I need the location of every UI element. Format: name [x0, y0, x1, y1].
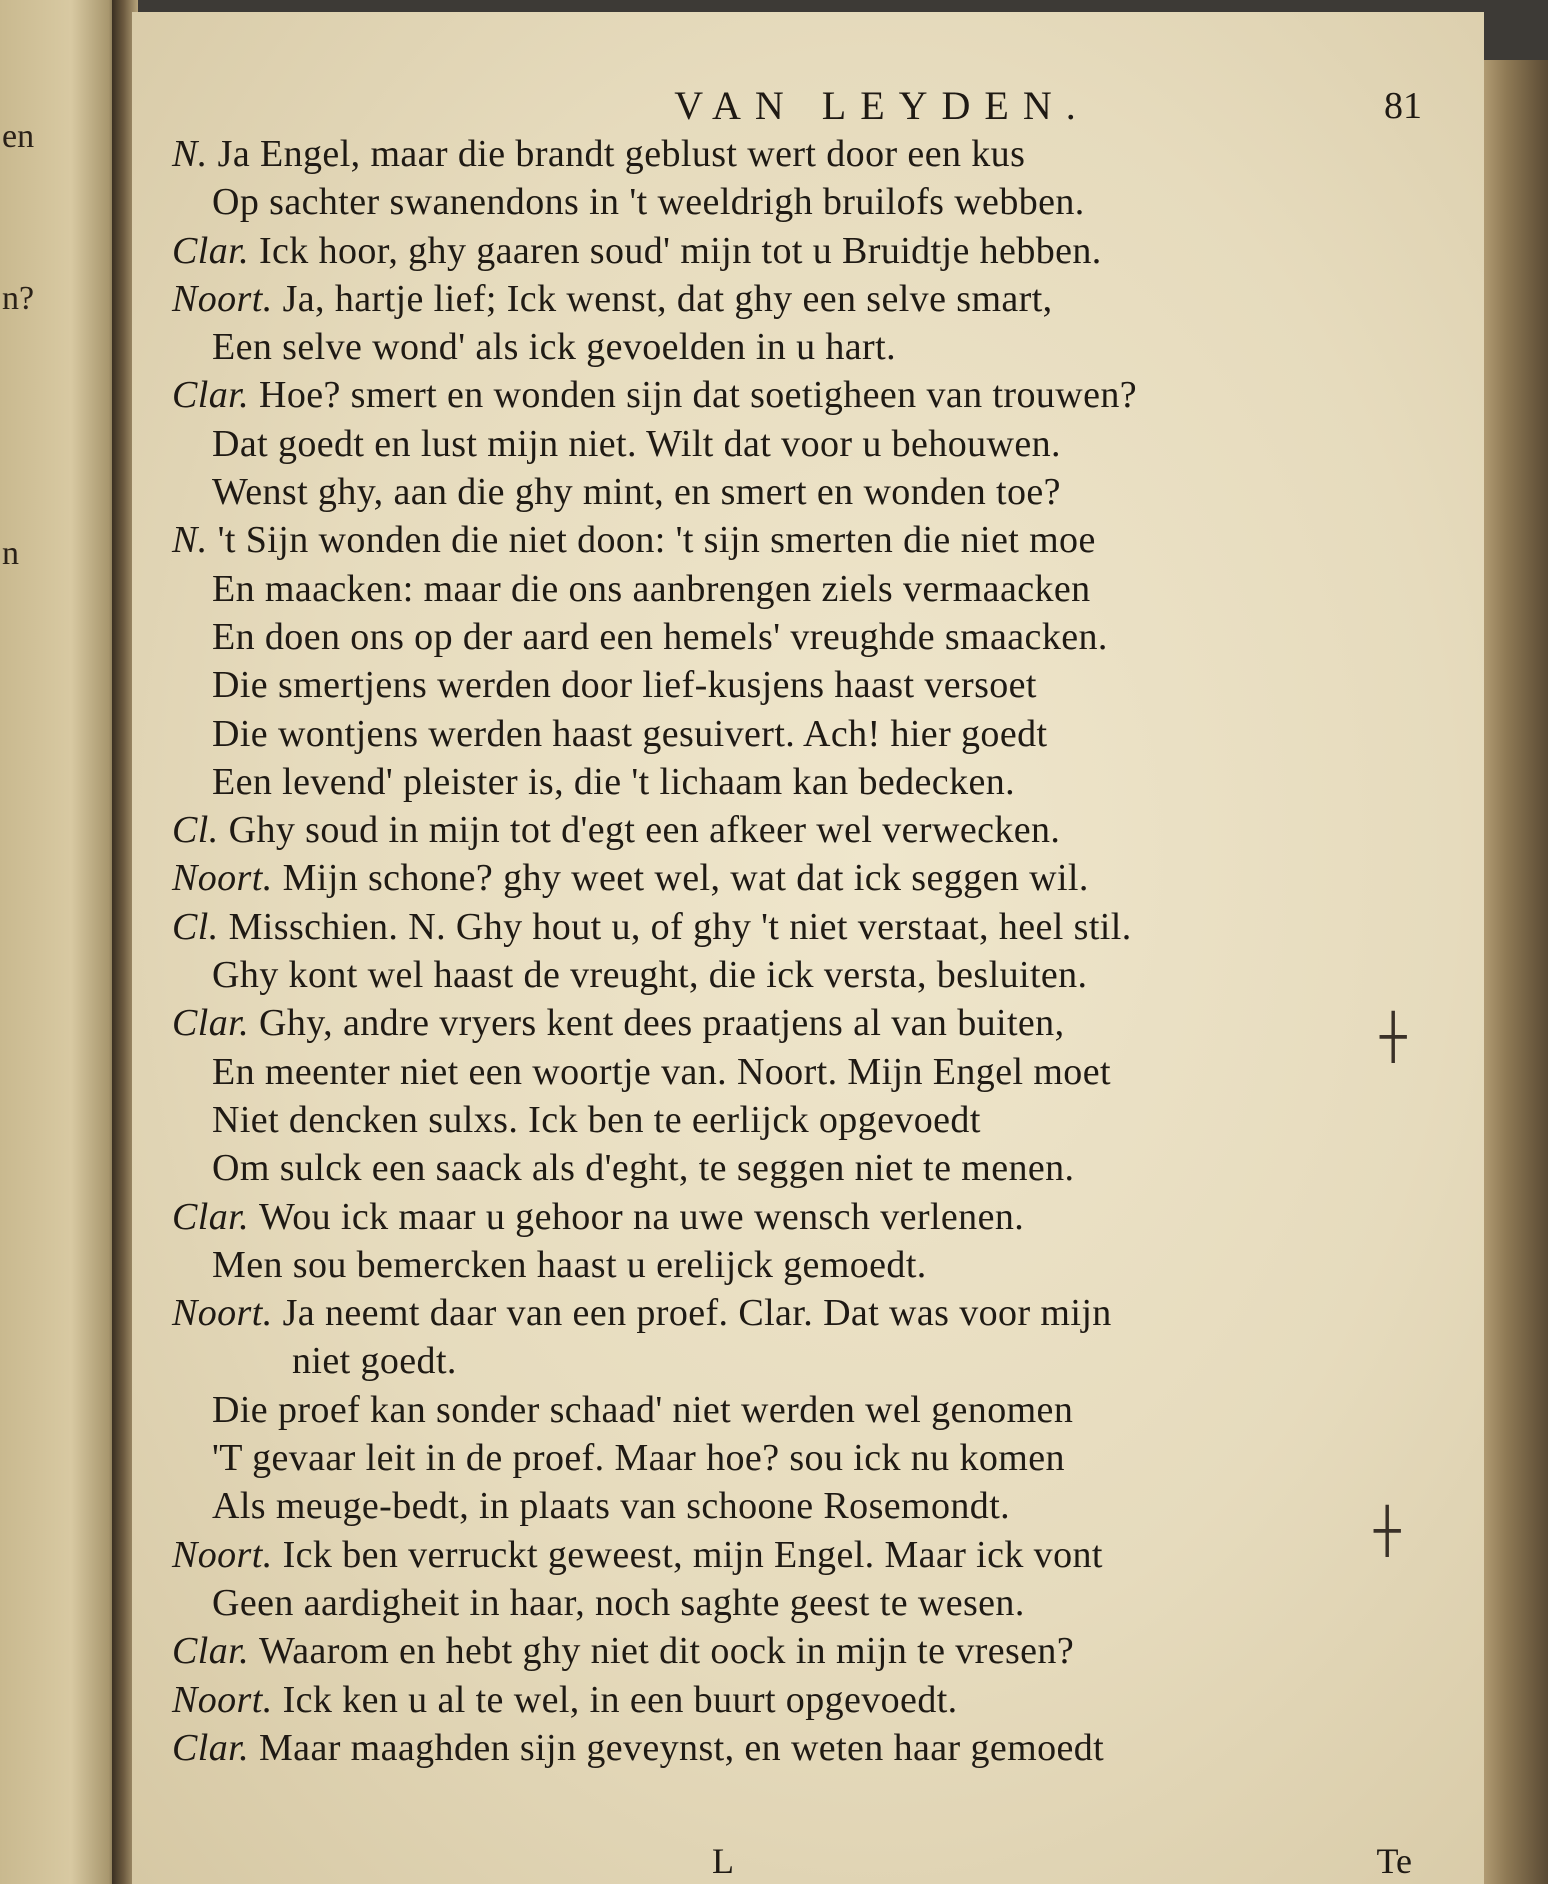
line-text: Wou ick maar u gehoor na uwe wensch verlenen.	[258, 1195, 1025, 1238]
speaker-label: Clar.	[172, 1195, 249, 1238]
verse-line	[172, 1241, 1372, 1289]
verse-line	[172, 1144, 1372, 1192]
line-text: Ghy soud in mijn tot d'egt een afkeer wel verwecken.	[228, 809, 1061, 852]
left-page-fragment: en	[2, 118, 35, 155]
line-text: Als meuge-bedt, in plaats van schoone Rosemondt.	[212, 1485, 1011, 1528]
page-footer	[132, 1840, 1484, 1880]
verse-line	[172, 420, 1372, 468]
margin-annotation-icon: ┼	[1380, 1012, 1407, 1063]
verse-line	[172, 323, 1372, 371]
left-page-fragment: n	[2, 535, 19, 572]
line-text: 't Sijn wonden die niet doon: 't sijn smerten die niet moe	[217, 519, 1096, 562]
line-text: En maacken: maar die ons aanbrengen ziels vermaacken	[212, 567, 1091, 610]
signature-mark: L	[712, 1841, 734, 1881]
line-text: Geen aardigheit in haar, noch saghte geest te wesen.	[212, 1581, 1025, 1624]
verse-line	[172, 275, 1372, 323]
line-text: Men sou bemercken haast u erelijck gemoedt.	[212, 1243, 927, 1286]
verse-line	[172, 903, 1372, 951]
speaker-label: Cl.	[172, 809, 219, 852]
left-facing-page	[0, 0, 118, 1884]
line-text: Ick ben verruckt geweest, mijn Engel. Maar ick vont	[282, 1533, 1103, 1576]
line-text: Ick hoor, ghy gaaren soud' mijn tot u Bruidtje hebben.	[258, 229, 1102, 272]
line-text: Die smertjens werden door lief-kusjens haast versoet	[212, 664, 1037, 707]
speaker-label: N.	[172, 519, 208, 562]
line-text: Ick ken u al te wel, in een buurt opgevoedt.	[282, 1678, 958, 1721]
line-text: Ja Engel, maar die brandt geblust wert door een kus	[217, 133, 1026, 175]
line-text: Dat goedt en lust mijn niet. Wilt dat voor u behouwen.	[212, 422, 1061, 465]
speaker-label: Cl.	[172, 905, 219, 948]
line-text: Misschien. N. Ghy hout u, of ghy 't niet verstaat, heel stil.	[228, 905, 1132, 948]
line-text: Niet dencken sulxs. Ick ben te eerlijck opgevoedt	[212, 1098, 981, 1141]
speaker-label: Clar.	[172, 229, 249, 272]
verse-line	[172, 806, 1372, 854]
line-text: En meenter niet een woortje van. Noort. Mijn Engel moet	[212, 1050, 1111, 1093]
speaker-label: Clar.	[172, 1630, 249, 1673]
line-text: Die wontjens werden haast gesuivert. Ach! hier goedt	[212, 712, 1048, 755]
left-page-fragment: n?	[2, 280, 35, 317]
line-text: Mijn schone? ghy weet wel, wat dat ick seggen wil.	[282, 857, 1089, 900]
line-text: 'T gevaar leit in de proef. Maar hoe? sou ick nu komen	[212, 1437, 1065, 1480]
verse-line	[172, 1289, 1372, 1337]
running-head: VAN LEYDEN.	[674, 83, 1090, 128]
verse-line	[172, 1724, 1372, 1772]
line-text: Maar maaghden sijn geveynst, en weten haar gemoedt	[258, 1726, 1105, 1769]
catchword: Te	[1376, 1841, 1412, 1881]
line-text: Ghy, andre vryers kent dees praatjens al van buiten,	[258, 1002, 1065, 1045]
margin-annotation-icon: ┼	[1374, 1506, 1401, 1557]
verse-line	[172, 1193, 1372, 1241]
verse-line	[172, 1386, 1372, 1434]
line-text: Waarom en hebt ghy niet dit oock in mijn te vresen?	[258, 1630, 1075, 1673]
verse-line	[172, 371, 1372, 419]
verse-line	[172, 710, 1372, 758]
verse-line	[172, 758, 1372, 806]
verse-line	[172, 1337, 1372, 1385]
verse-line	[172, 178, 1372, 226]
speaker-label: Noort.	[172, 1678, 273, 1721]
verse-line	[172, 516, 1372, 564]
verse-line	[172, 1434, 1372, 1482]
speaker-label: Clar.	[172, 1726, 249, 1769]
book-edge	[1478, 60, 1548, 1884]
line-text: Een levend' pleister is, die 't lichaam kan bedecken.	[212, 760, 1016, 803]
speaker-label: Noort.	[172, 857, 273, 900]
verse-line	[172, 1482, 1372, 1530]
line-text: Op sachter swanendons in 't weeldrigh bruilofs webben.	[212, 181, 1085, 224]
verse-line	[172, 130, 1372, 178]
verse-line	[172, 468, 1372, 516]
line-text: Om sulck een saack als d'eght, te seggen niet te menen.	[212, 1147, 1075, 1190]
line-text: Ja neemt daar van een proef. Clar. Dat was voor mijn	[282, 1292, 1112, 1335]
verse-line	[172, 1096, 1372, 1144]
verse-line	[172, 661, 1372, 709]
verse-line	[172, 613, 1372, 661]
verse-line	[172, 1676, 1372, 1724]
page-number: 81	[1384, 85, 1422, 127]
speaker-label: Noort.	[172, 1292, 273, 1335]
verse-line	[172, 1627, 1372, 1675]
line-text: niet goedt.	[292, 1340, 457, 1383]
verse-text	[172, 130, 1372, 1772]
line-text: Hoe? smert en wonden sijn dat soetigheen van trouwen?	[258, 374, 1138, 417]
line-text: En doen ons op der aard een hemels' vreughde smaacken.	[212, 615, 1108, 658]
line-text: Ja, hartje lief; Ick wenst, dat ghy een selve smart,	[282, 277, 1053, 320]
speaker-label: N.	[172, 133, 208, 175]
verse-line	[172, 1579, 1372, 1627]
verse-line	[172, 999, 1372, 1047]
verse-line	[172, 951, 1372, 999]
verse-line	[172, 1531, 1372, 1579]
speaker-label: Noort.	[172, 1533, 273, 1576]
verse-line	[172, 854, 1372, 902]
speaker-label: Noort.	[172, 277, 273, 320]
verse-line	[172, 565, 1372, 613]
line-text: Die proef kan sonder schaad' niet werden wel genomen	[212, 1388, 1074, 1431]
line-text: Een selve wond' als ick gevoelden in u hart.	[212, 326, 896, 369]
line-text: Wenst ghy, aan die ghy mint, en smert en wonden toe?	[212, 471, 1061, 514]
verse-line	[172, 1048, 1372, 1096]
right-page	[132, 12, 1484, 1884]
line-text: Ghy kont wel haast de vreught, die ick versta, besluiten.	[212, 954, 1088, 997]
speaker-label: Clar.	[172, 374, 249, 417]
speaker-label: Clar.	[172, 1002, 249, 1045]
verse-line	[172, 227, 1372, 275]
